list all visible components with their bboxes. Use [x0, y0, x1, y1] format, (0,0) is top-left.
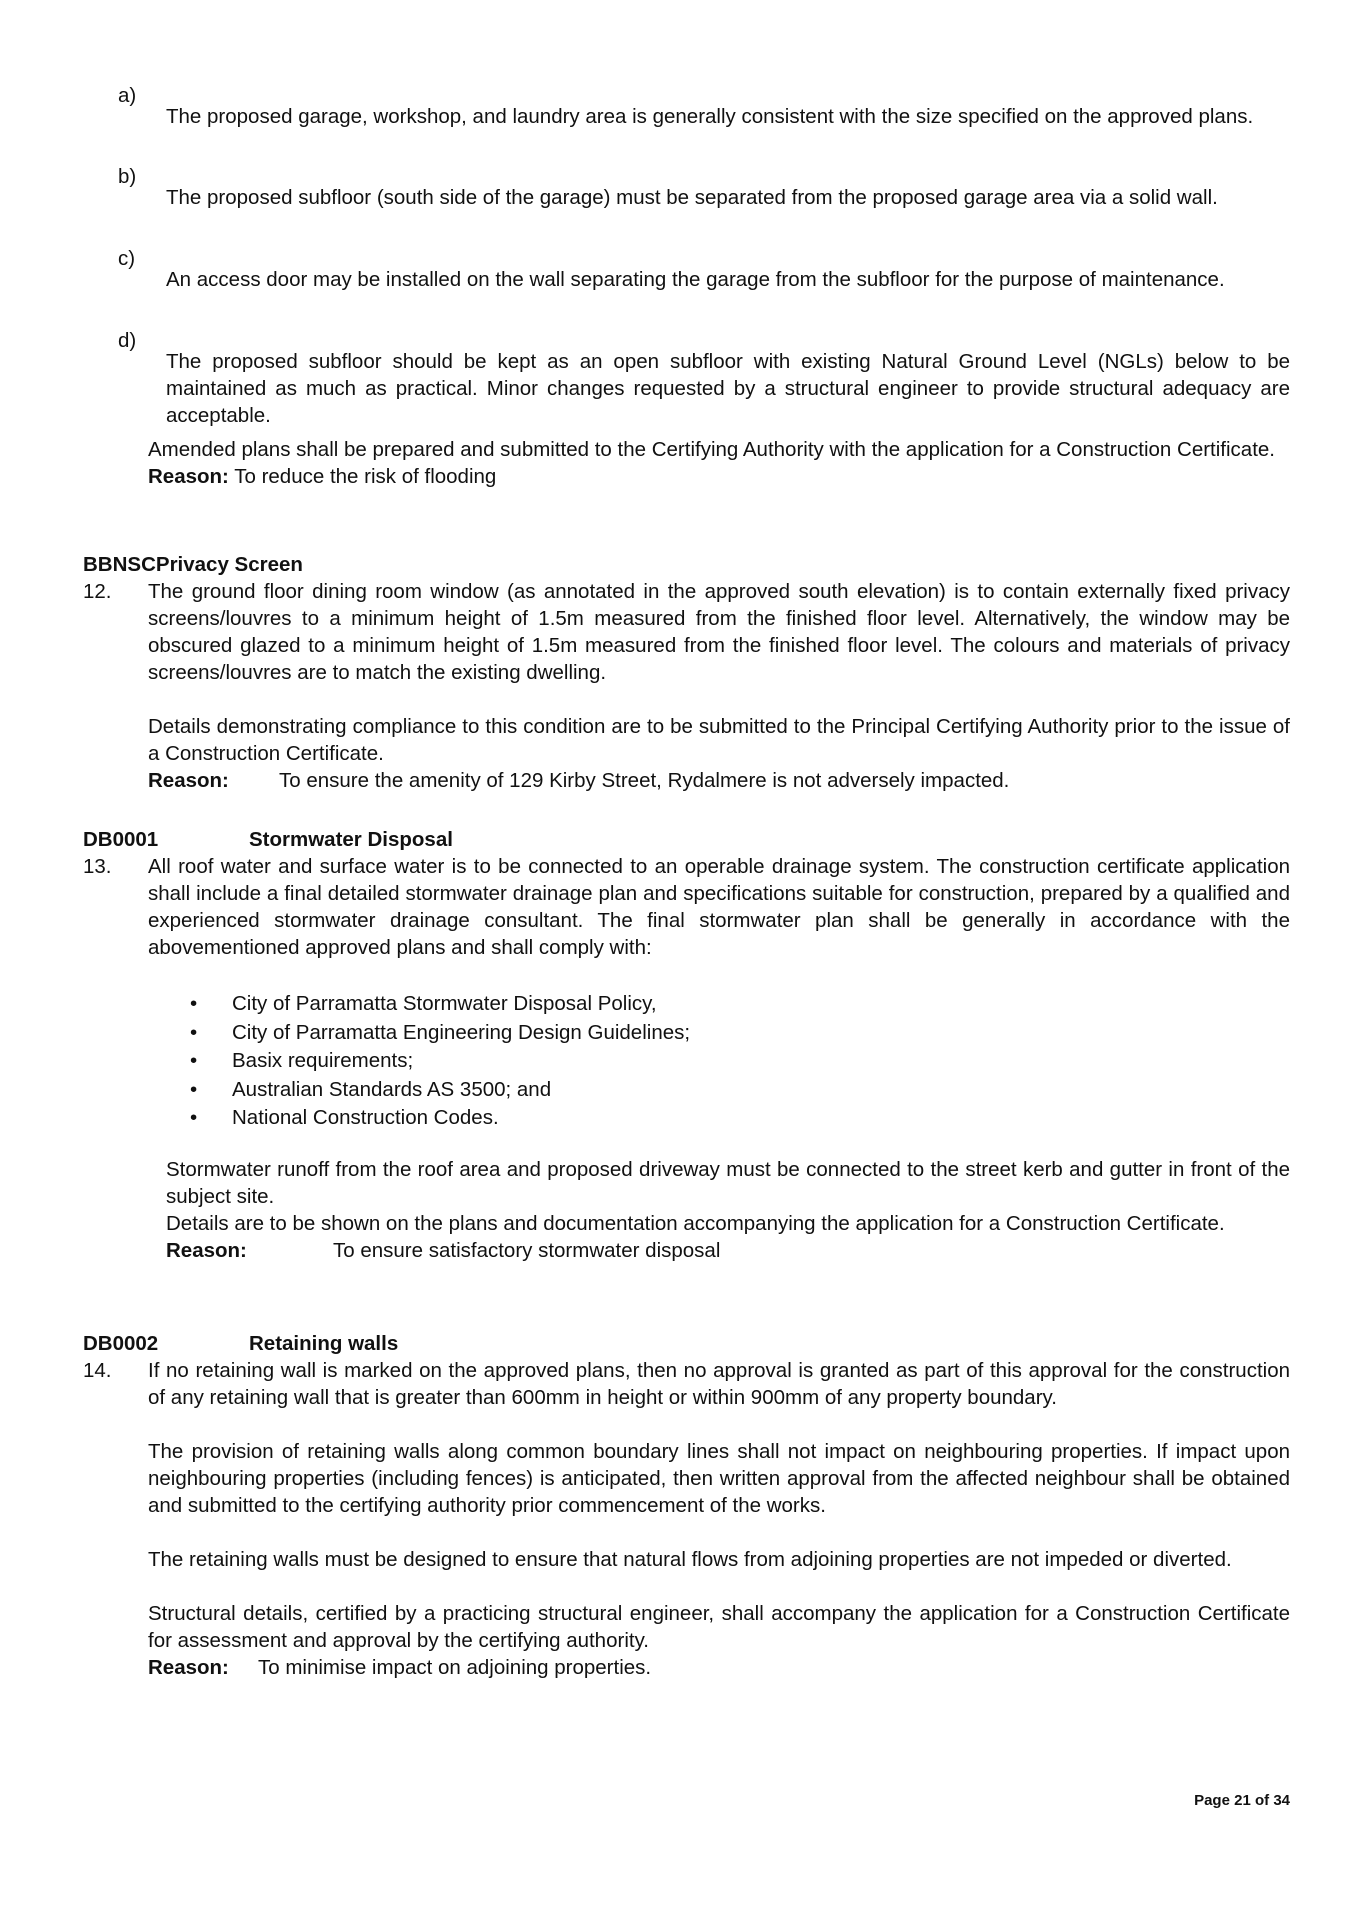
neighbour-paragraph: The provision of retaining walls along common boundary lines shall not impact on neighbouring properties. If impact upon neighbouring properties (including fences) is anticipated, then written approval from the affected neighbour shall be obtained and submitted to the certifying authority prior commencement of the works. [148, 1440, 1290, 1517]
reason-line [148, 463, 1290, 490]
condition-title: Privacy Screen [155, 553, 303, 576]
list-item [190, 990, 1190, 1019]
condition-text: The ground floor dining room window (as annotated in the approved south elevation) is to contain externally fixed privacy screens/louvres to a minimum height of 1.5m measured from the finished floor level. Alternatively, the window may be obscured glazed to a minimum height of 1.5m measured from the finished floor level. The colours and materials of privacy screens/louvres are to match the existing dwelling. [148, 580, 1290, 684]
runoff-text: Stormwater runoff from the roof area and proposed driveway must be connected to the street kerb and gutter in front of the subject site. [166, 1158, 1290, 1208]
reason-label: Reason: [148, 1656, 229, 1679]
list-item-text: The proposed subfloor (south side of the garage) must be separated from the proposed garage area via a solid wall. [166, 185, 1218, 209]
details-text: Details are to be shown on the plans and documentation accompanying the application for a Construction Certificate. [166, 1212, 1225, 1235]
list-item-text: The proposed garage, workshop, and laundry area is generally consistent with the size specified on the approved plans. [166, 104, 1254, 128]
list-item [118, 82, 1290, 150]
list-marker: d) [118, 329, 137, 352]
list-item [190, 1104, 1190, 1133]
list-marker: c) [118, 247, 136, 270]
condition-title: Retaining walls [249, 1332, 399, 1355]
page-number [1194, 1787, 1290, 1814]
list-item [118, 327, 1290, 449]
requirements-list [190, 990, 1190, 1133]
reason-line [148, 1654, 1290, 1681]
list-item-text: City of Parramatta Stormwater Disposal Policy, [232, 992, 657, 1015]
bullet-marker: • [190, 1020, 198, 1044]
reason-text: To ensure satisfactory stormwater disposal [333, 1239, 721, 1262]
list-marker: a) [118, 84, 137, 107]
reason-text: To ensure the amenity of 129 Kirby Street, Rydalmere is not adversely impacted. [279, 769, 1010, 792]
list-item-text: An access door may be installed on the wall separating the garage from the subfloor for the purpose of maintenance. [166, 267, 1225, 291]
structural-details-paragraph: Structural details, certified by a practicing structural engineer, shall accompany the application for a Construction Certificate for assessment and approval by the certifying authority. [148, 1602, 1290, 1652]
of-word: of [1254, 1792, 1270, 1809]
details-text: Details demonstrating compliance to this condition are to be submitted to the Principal Certifying Authority prior to the issue of a Construction Certificate. [148, 715, 1290, 765]
bullet-marker: • [190, 1106, 198, 1129]
list-item [118, 245, 1290, 313]
condition-body-retaining [148, 1357, 1290, 1681]
condition-number: 14. [83, 1359, 112, 1382]
page-word: Page [1194, 1792, 1230, 1809]
amended-plans-paragraph [148, 436, 1290, 490]
reason-label: Reason: [148, 465, 229, 488]
reason-text: To reduce the risk of flooding [234, 465, 497, 488]
condition-code: DB0002 [83, 1332, 159, 1355]
current-page: 21 [1234, 1792, 1251, 1809]
total-pages: 34 [1273, 1792, 1290, 1809]
list-item [190, 1019, 1190, 1048]
list-item-text: National Construction Codes. [232, 1106, 499, 1129]
list-item [190, 1047, 1190, 1076]
reason-label: Reason: [166, 1239, 247, 1262]
reason-label: Reason: [148, 769, 229, 792]
reason-line [148, 767, 1290, 794]
amended-plans-text: Amended plans shall be prepared and submitted to the Certifying Authority with the application for a Construction Certificate. [148, 438, 1275, 461]
list-item-text: Basix requirements; [232, 1049, 414, 1072]
list-item-text: Australian Standards AS 3500; and [232, 1077, 552, 1101]
condition-body-privacy [148, 578, 1290, 794]
condition-number: 12. [83, 580, 112, 603]
section-heading-privacy [83, 551, 303, 578]
stormwater-runoff-block [166, 1156, 1290, 1264]
bullet-marker: • [190, 1049, 198, 1072]
condition-code: DB0001 [83, 828, 159, 851]
reason-text: To minimise impact on adjoining properties. [258, 1656, 652, 1679]
bullet-marker: • [190, 1077, 198, 1101]
condition-code: BBNSC [83, 553, 156, 576]
natural-flows-paragraph: The retaining walls must be designed to ensure that natural flows from adjoining properties are not impeded or diverted. [148, 1548, 1232, 1571]
condition-body-stormwater [148, 853, 1290, 961]
list-item-text: City of Parramatta Engineering Design Guidelines; [232, 1020, 691, 1044]
bullet-marker: • [190, 992, 198, 1015]
section-heading-stormwater [83, 826, 453, 853]
reason-line [166, 1237, 1290, 1264]
condition-number: 13. [83, 855, 112, 878]
condition-text: If no retaining wall is marked on the approved plans, then no approval is granted as part of this approval for the construction of any retaining wall that is greater than 600mm in height or within 900mm of any property boundary. [148, 1359, 1290, 1409]
condition-text: All roof water and surface water is to be connected to an operable drainage system. The construction certificate application shall include a final detailed stormwater drainage plan and specifications suitable for construction, prepared by a qualified and experienced stormwater drainage consultant. The final stormwater plan shall be generally in accordance with the abovementioned approved plans and shall comply with: [148, 855, 1290, 959]
condition-title: Stormwater Disposal [249, 828, 453, 851]
list-marker: b) [118, 165, 137, 188]
list-item [118, 163, 1290, 231]
section-heading-retaining [83, 1330, 399, 1357]
list-item [190, 1076, 1190, 1105]
list-item-text: The proposed subfloor should be kept as an open subfloor with existing Natural Ground Level (NGLs) below to be maintained as much as practical. Minor changes requested by a structural engineer to provide structural adequacy are acceptable. [166, 349, 1290, 427]
